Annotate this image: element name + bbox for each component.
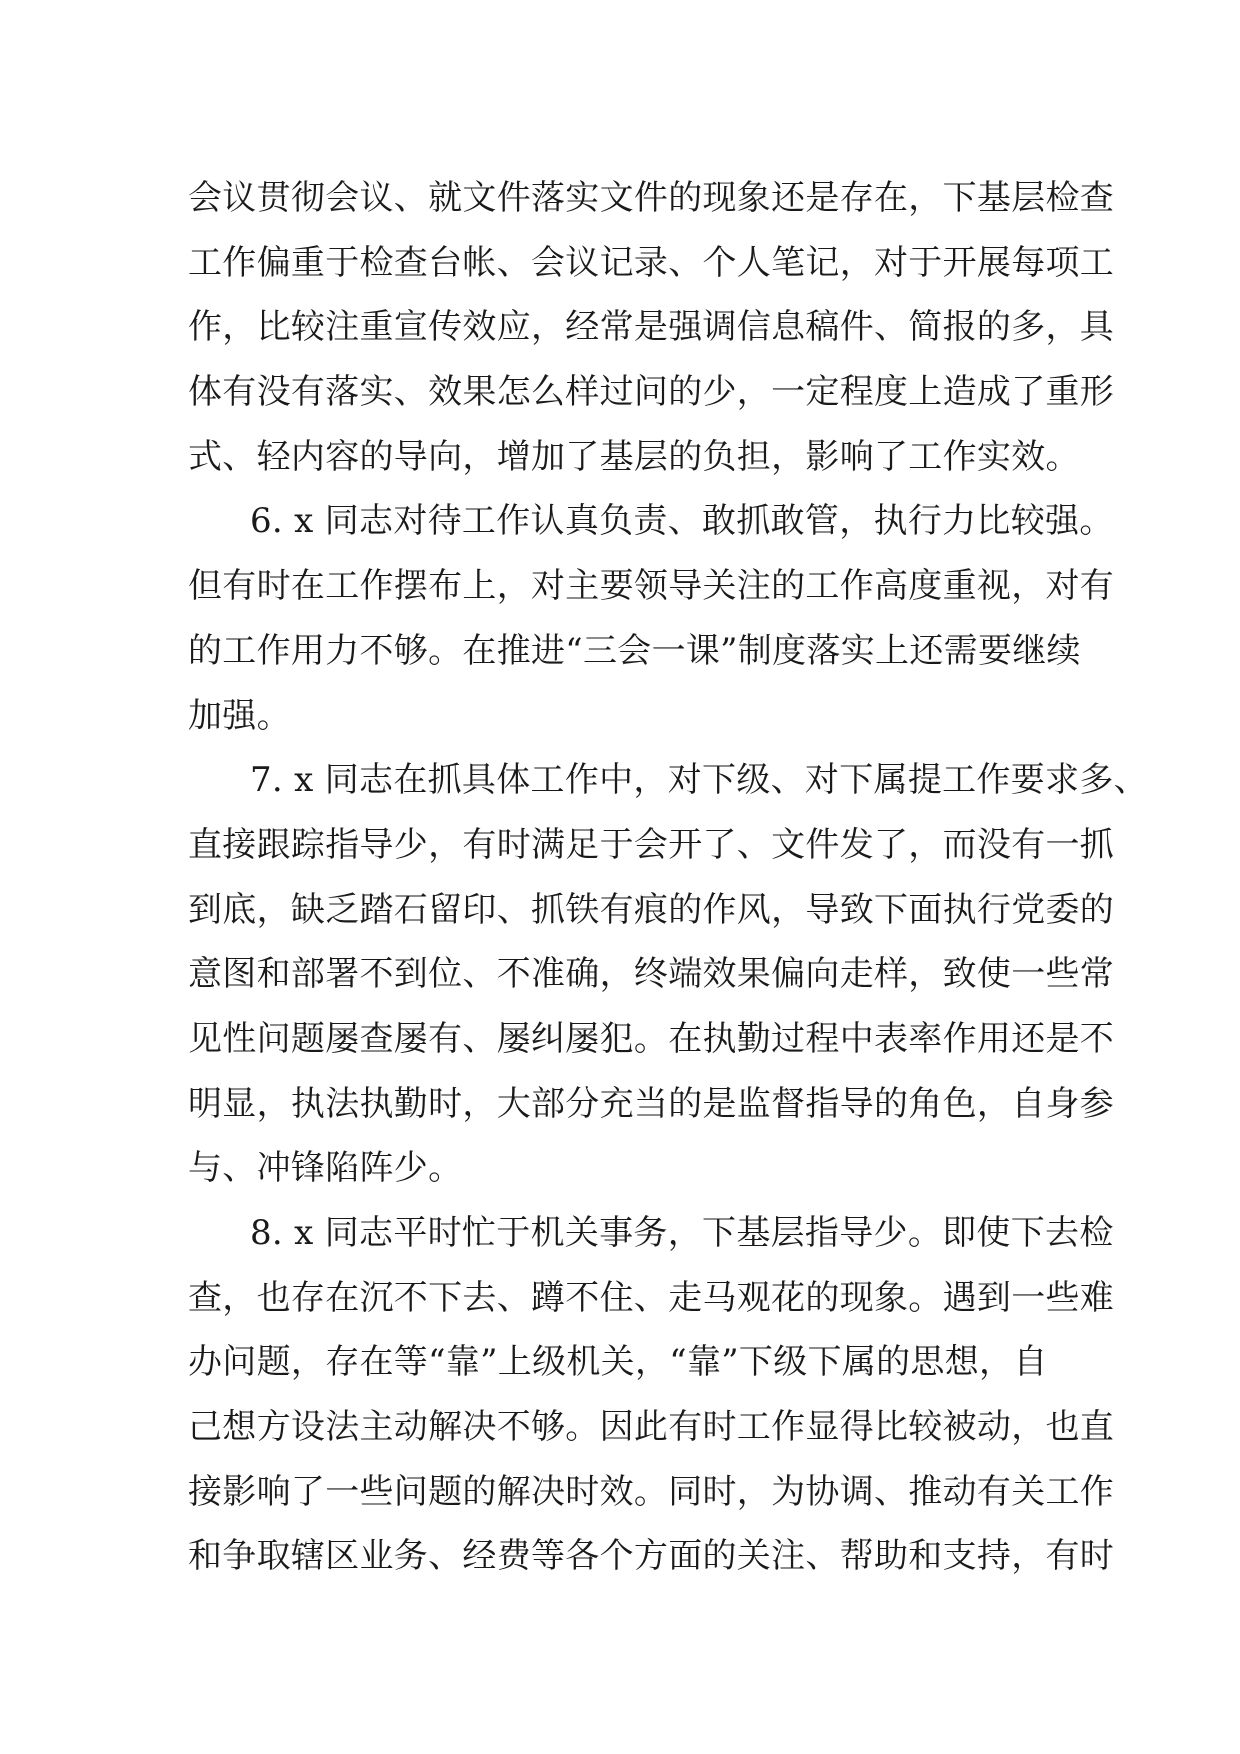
text-line: 式、轻内容的导向，增加了基层的负担，影响了工作实效。 bbox=[188, 436, 1080, 477]
text-line: 见性问题屡查屡有、屡纠屡犯。在执勤过程中表率作用还是不 bbox=[188, 1018, 1115, 1059]
text-line: 作，比较注重宣传效应，经常是强调信息稿件、简报的多，具 bbox=[188, 307, 1115, 348]
text-line: 会议贯彻会议、就文件落实文件的现象还是存在，下基层检查 bbox=[188, 178, 1115, 218]
text-line: 到底，缺乏踏石留印、抓铁有痕的作风，导致下面执行党委的 bbox=[188, 889, 1115, 930]
text-line: 意图和部署不到位、不准确，终端效果偏向走样，致使一些常 bbox=[188, 954, 1115, 995]
text-line: 体有没有落实、效果怎么样过问的少，一定程度上造成了重形 bbox=[188, 372, 1115, 413]
text-line: 加强。 bbox=[188, 695, 291, 736]
text-line: 己想方设法主动解决不够。因此有时工作显得比较被动，也直 bbox=[188, 1407, 1115, 1448]
text-line: 工作偏重于检查台帐、会议记录、个人笔记，对于开展每项工 bbox=[188, 242, 1115, 283]
text-line: 办问题，存在等“靠”上级机关，“靠”下级下属的思想，自 bbox=[188, 1342, 1048, 1383]
paragraph-8-first-line: 8. x 同志平时忙于机关事务，下基层指导少。即使下去检 bbox=[250, 1213, 1114, 1253]
paragraph-7-first-line: 7. x 同志在抓具体工作中，对下级、对下属提工作要求多、 bbox=[250, 760, 1148, 801]
text-line: 查，也存在沉不下去、蹲不住、走马观花的现象。遇到一些难 bbox=[188, 1277, 1115, 1318]
text-line: 的工作用力不够。在推进“三会一课”制度落实上还需要继续 bbox=[188, 630, 1081, 671]
text-line: 但有时在工作摆布上，对主要领导关注的工作高度重视，对有 bbox=[188, 566, 1115, 607]
text-line: 明显，执法执勤时，大部分充当的是监督指导的角色，自身参 bbox=[188, 1083, 1115, 1124]
text-line: 和争取辖区业务、经费等各个方面的关注、帮助和支持，有时 bbox=[188, 1536, 1115, 1577]
document-body bbox=[188, 166, 1148, 1589]
paragraph-6-first-line: 6. x 同志对待工作认真负责、敢抓敢管，执行力比较强。 bbox=[250, 501, 1114, 542]
text-line: 接影响了一些问题的解决时效。同时，为协调、推动有关工作 bbox=[188, 1471, 1115, 1512]
text-line: 与、冲锋陷阵少。 bbox=[188, 1148, 463, 1189]
text-line: 直接跟踪指导少，有时满足于会开了、文件发了，而没有一抓 bbox=[188, 824, 1115, 865]
